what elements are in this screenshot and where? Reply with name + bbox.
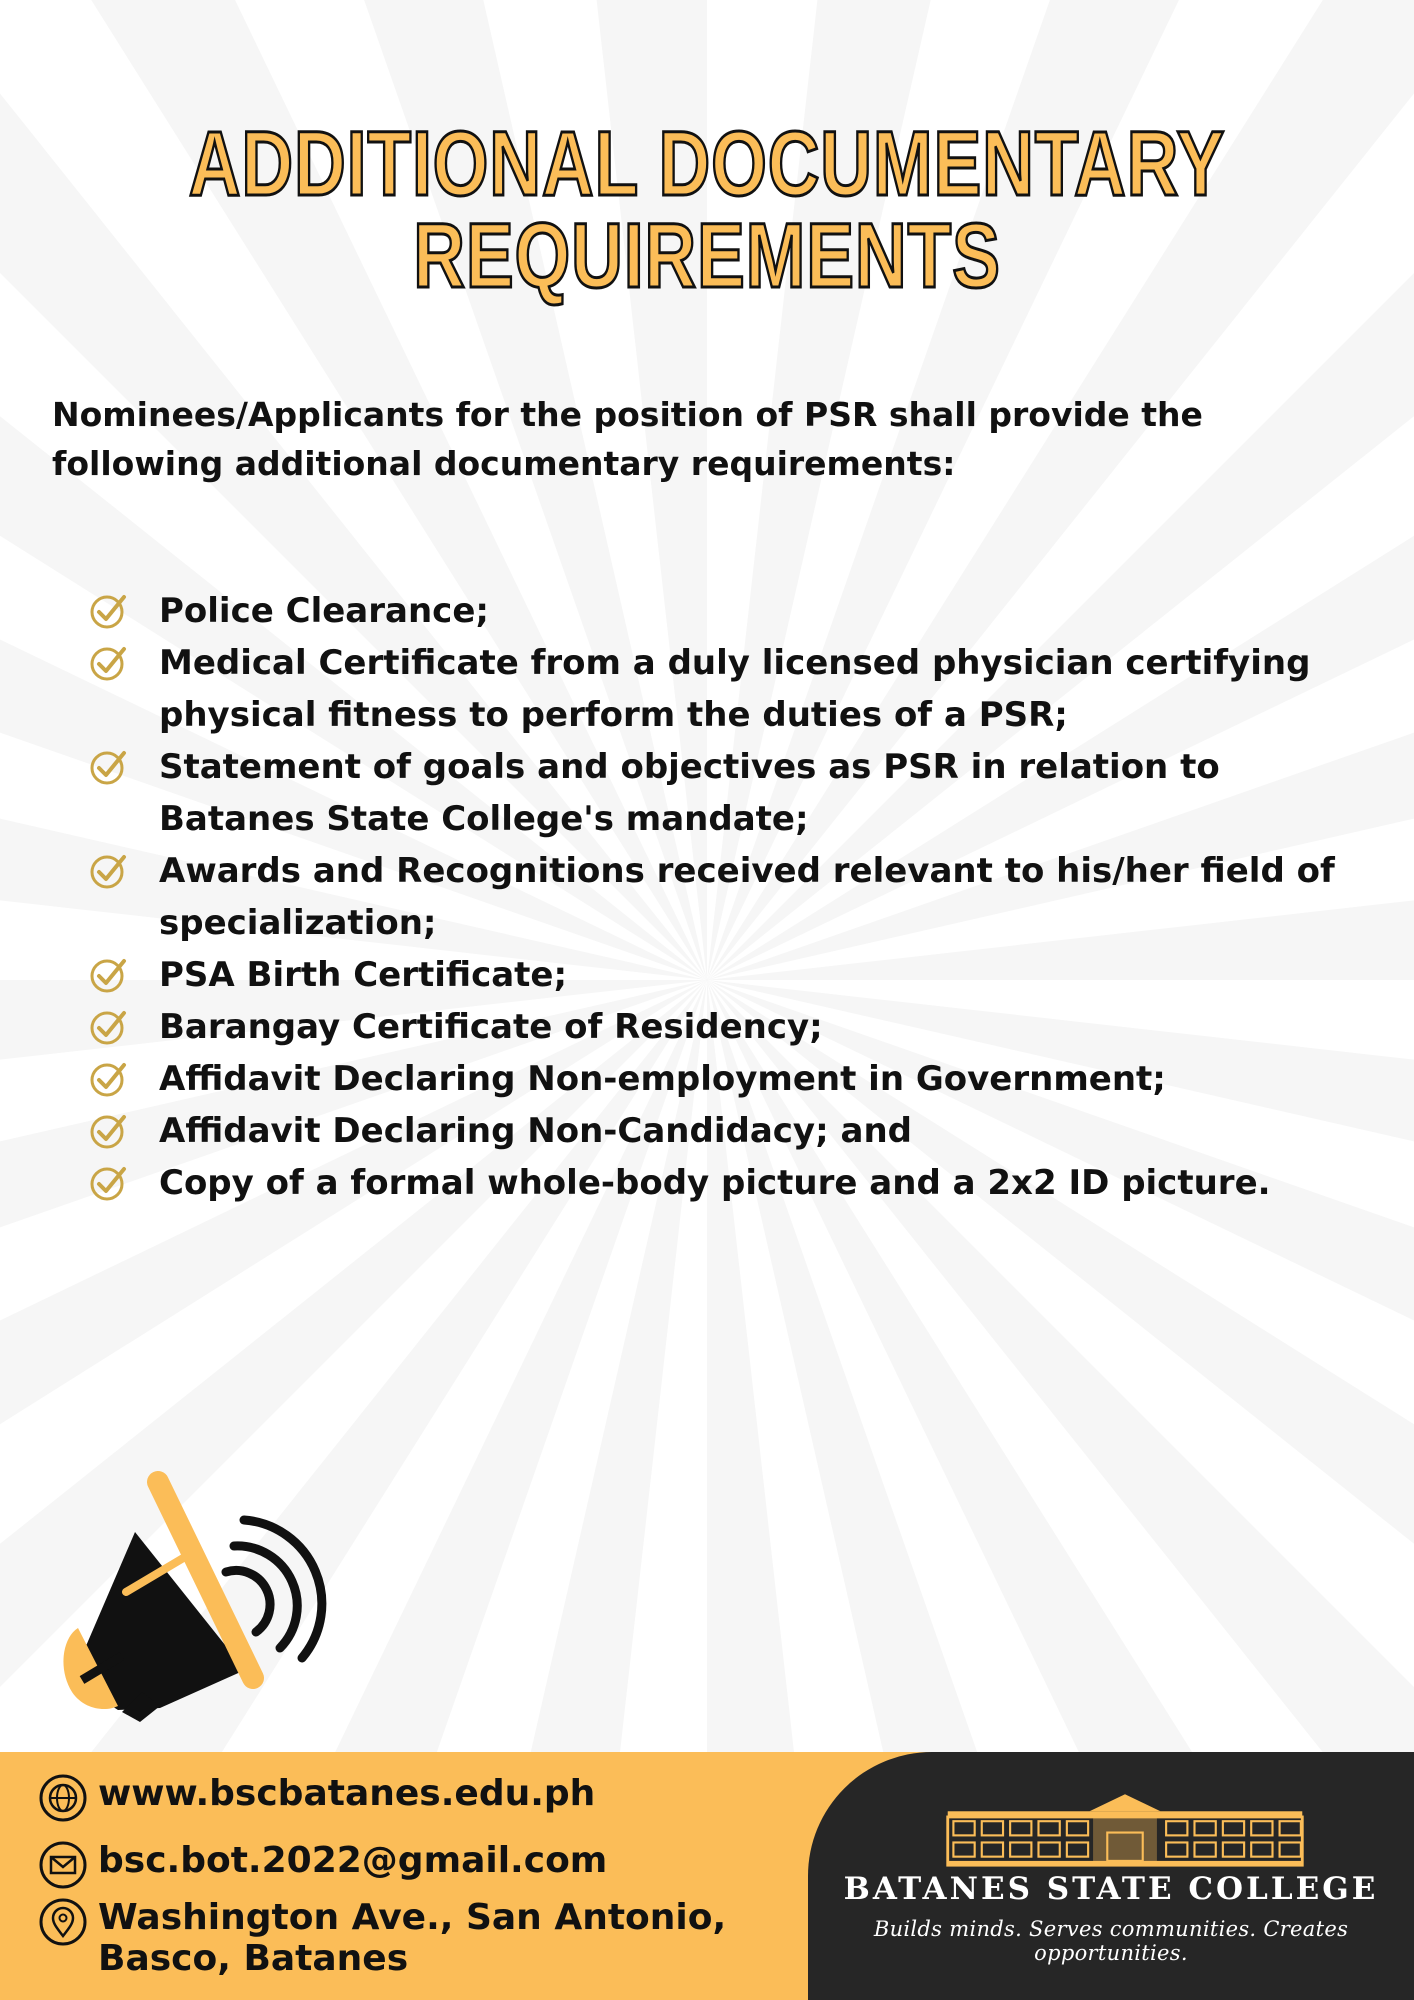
requirement-text: Copy of a formal whole-body picture and a 2x2 ID picture. <box>159 1163 1271 1203</box>
check-icon <box>88 591 128 631</box>
requirement-text: Statement of goals and objectives as PSR in relation to Batanes State College's mandate; <box>159 747 1220 839</box>
requirement-item <box>88 1053 1348 1105</box>
requirement-text: Affidavit Declaring Non-Candidacy; and <box>159 1111 912 1151</box>
requirement-text: PSA Birth Certificate; <box>159 955 568 995</box>
requirement-item <box>88 1157 1348 1209</box>
requirement-text: Awards and Recognitions received relevant to his/her field of specialization; <box>159 851 1335 943</box>
college-building-logo <box>872 1790 1378 1868</box>
intro-paragraph: Nominees/Applicants for the position of PSR shall provide the following additional documentary requirements: <box>52 395 1203 483</box>
check-icon <box>88 1059 128 1099</box>
location-pin-icon <box>38 1897 88 1947</box>
college-name: BATANES STATE COLLEGE <box>843 1871 1379 1907</box>
requirement-text: Medical Certificate from a duly licensed physician certifying physical fitness to perform the duties of a PSR; <box>159 643 1311 735</box>
check-icon <box>88 1163 128 1203</box>
check-icon <box>88 1111 128 1151</box>
requirement-item <box>88 845 1348 949</box>
requirement-text: Barangay Certificate of Residency; <box>159 1007 823 1047</box>
title-text: ADDITIONAL DOCUMENTARY REQUIREMENTS <box>188 113 1226 307</box>
requirement-item <box>88 949 1348 1001</box>
page-title <box>156 113 1259 307</box>
address-line-1: Washington Ave., San Antonio, <box>98 1897 727 1938</box>
address-text <box>98 1897 726 1979</box>
college-tagline: Builds minds. Serves communities. Creates opportunities. <box>873 1917 1349 1965</box>
requirement-item <box>88 1001 1348 1053</box>
requirement-text: Affidavit Declaring Non-employment in Government; <box>159 1059 1166 1099</box>
email-contact[interactable] <box>38 1840 607 1890</box>
requirement-item <box>88 1105 1348 1157</box>
globe-icon <box>38 1773 88 1823</box>
website-contact[interactable] <box>38 1773 595 1823</box>
requirement-item <box>88 741 1348 845</box>
requirement-item <box>88 585 1348 637</box>
megaphone-icon <box>30 1460 330 1730</box>
requirement-item <box>88 637 1348 741</box>
address-contact <box>38 1897 726 1979</box>
check-icon <box>88 1007 128 1047</box>
website-link[interactable]: www.bscbatanes.edu.ph <box>98 1773 596 1814</box>
requirements-list <box>88 585 1348 1209</box>
check-icon <box>88 851 128 891</box>
check-icon <box>88 643 128 683</box>
requirement-text: Police Clearance; <box>159 591 489 631</box>
check-icon <box>88 955 128 995</box>
email-link[interactable]: bsc.bot.2022@gmail.com <box>98 1840 608 1881</box>
check-icon <box>88 747 128 787</box>
address-line-2: Basco, Batanes <box>98 1938 409 1979</box>
mail-icon <box>38 1840 88 1890</box>
